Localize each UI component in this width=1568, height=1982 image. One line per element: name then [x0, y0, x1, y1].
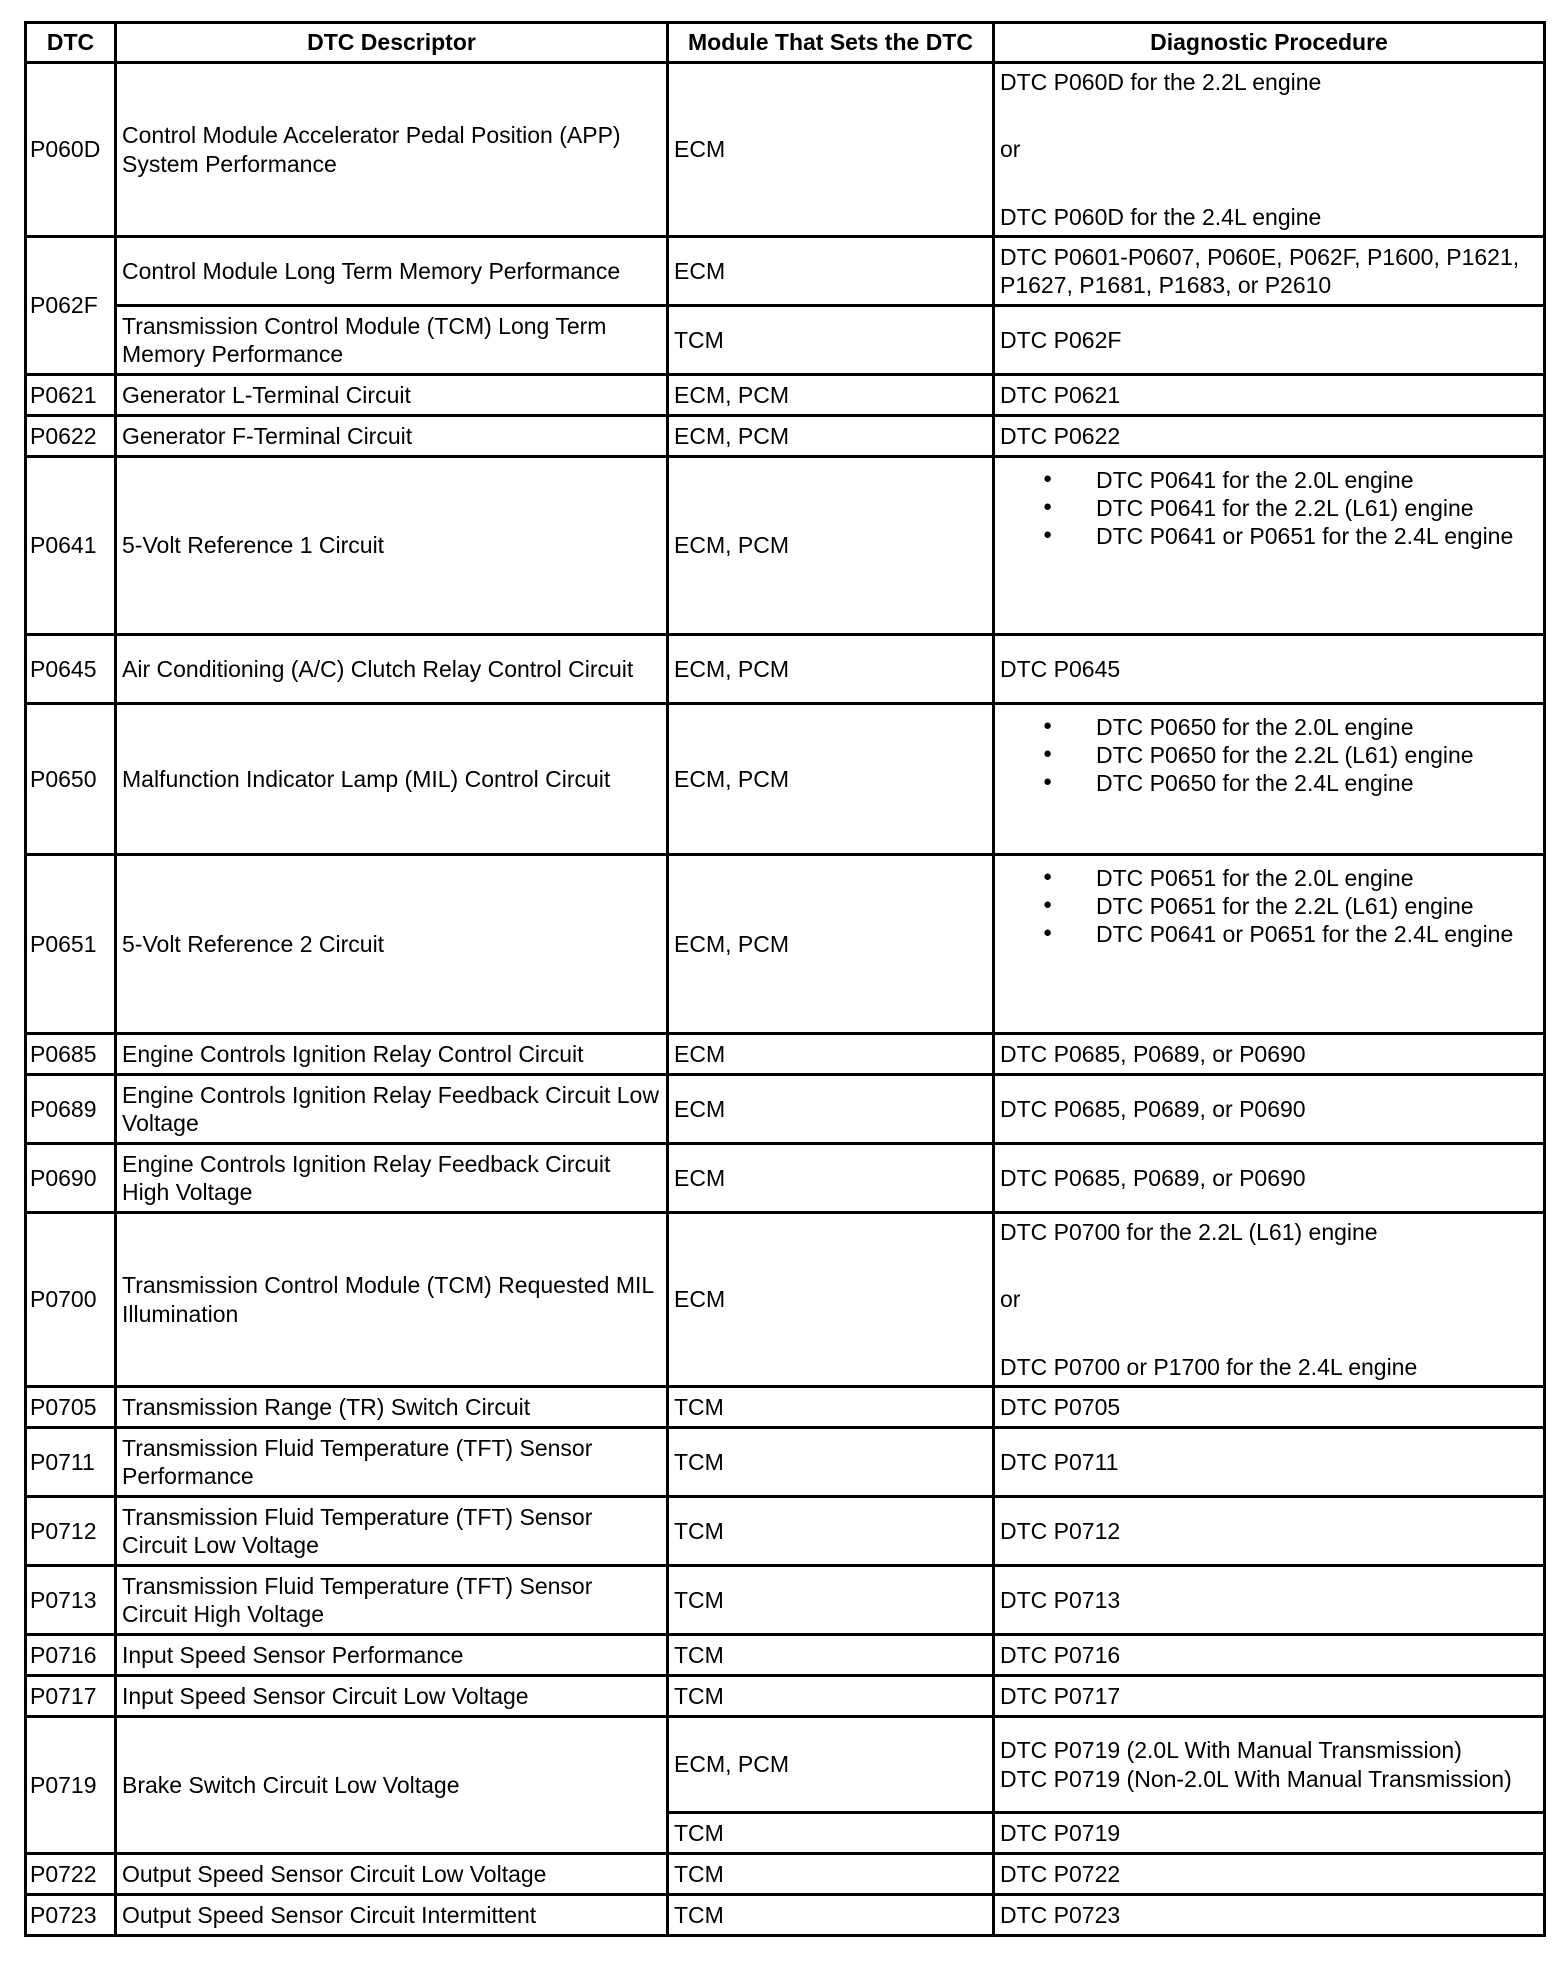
dtc-code: P060D — [26, 63, 116, 237]
dtc-code: P0690 — [26, 1144, 116, 1213]
dtc-procedure: DTC P0685, P0689, or P0690 — [994, 1075, 1545, 1144]
procedure-or: or — [1000, 1286, 1021, 1313]
dtc-module: ECM — [668, 63, 994, 237]
list-item: ● DTC P0650 for the 2.2L (L61) engine — [1096, 741, 1538, 769]
dtc-descriptor: Output Speed Sensor Circuit Intermittent — [116, 1895, 668, 1936]
dtc-procedure: DTC P062F — [994, 306, 1545, 375]
dtc-code: P0650 — [26, 704, 116, 855]
table-row — [26, 457, 1545, 635]
dtc-procedure — [994, 457, 1545, 635]
dtc-module: ECM — [668, 1075, 994, 1144]
table-row — [26, 416, 1545, 457]
dtc-procedure — [994, 704, 1545, 855]
dtc-descriptor: Generator L-Terminal Circuit — [116, 375, 668, 416]
dtc-procedure: DTC P0622 — [994, 416, 1545, 457]
dtc-descriptor: Transmission Range (TR) Switch Circuit — [116, 1387, 668, 1428]
dtc-descriptor: Engine Controls Ignition Relay Feedback Circuit Low Voltage — [116, 1075, 668, 1144]
list-item: ● DTC P0641 or P0651 for the 2.4L engine — [1096, 522, 1538, 550]
list-item: ● DTC P0641 or P0651 for the 2.4L engine — [1096, 920, 1538, 948]
dtc-module: TCM — [668, 1497, 994, 1566]
dtc-procedure: DTC P0712 — [994, 1497, 1545, 1566]
table-row — [26, 635, 1545, 704]
list-item: ● DTC P0641 for the 2.2L (L61) engine — [1096, 494, 1538, 522]
table-row — [26, 306, 1545, 375]
dtc-module: ECM — [668, 237, 994, 306]
dtc-descriptor: Control Module Accelerator Pedal Position (APP) System Performance — [116, 63, 668, 237]
dtc-code: P0716 — [26, 1635, 116, 1676]
dtc-procedure: DTC P0719 — [994, 1813, 1545, 1854]
dtc-procedure: DTC P0716 — [994, 1635, 1545, 1676]
table-row — [26, 63, 1545, 237]
procedure-line: DTC P060D for the 2.2L engine — [1000, 69, 1322, 96]
dtc-descriptor: Input Speed Sensor Circuit Low Voltage — [116, 1676, 668, 1717]
table-header-row — [26, 23, 1545, 63]
dtc-descriptor: Control Module Long Term Memory Performance — [116, 237, 668, 306]
dtc-descriptor: Transmission Control Module (TCM) Long Term Memory Performance — [116, 306, 668, 375]
dtc-procedure — [994, 855, 1545, 1034]
dtc-module: TCM — [668, 1895, 994, 1936]
dtc-procedure: DTC P0645 — [994, 635, 1545, 704]
dtc-descriptor: Engine Controls Ignition Relay Control Circuit — [116, 1034, 668, 1075]
dtc-descriptor: Engine Controls Ignition Relay Feedback Circuit High Voltage — [116, 1144, 668, 1213]
list-item: ● DTC P0650 for the 2.4L engine — [1096, 769, 1538, 797]
procedure-line: DTC P060D for the 2.4L engine — [1000, 203, 1322, 230]
dtc-module: TCM — [668, 1813, 994, 1854]
table-row — [26, 1566, 1545, 1635]
list-item: ● DTC P0641 for the 2.0L engine — [1096, 466, 1538, 494]
table-row — [26, 1075, 1545, 1144]
dtc-module: ECM, PCM — [668, 704, 994, 855]
dtc-module: ECM, PCM — [668, 855, 994, 1034]
dtc-descriptor: Transmission Fluid Temperature (TFT) Sensor Performance — [116, 1428, 668, 1497]
dtc-code: P0711 — [26, 1428, 116, 1497]
dtc-procedure: DTC P0723 — [994, 1895, 1545, 1936]
procedure-line: DTC P0719 (2.0L With Manual Transmission) — [1000, 1737, 1462, 1764]
dtc-code: P0717 — [26, 1676, 116, 1717]
table-row — [26, 375, 1545, 416]
dtc-procedure: DTC P0621 — [994, 375, 1545, 416]
dtc-module: ECM — [668, 1034, 994, 1075]
dtc-table — [24, 21, 1546, 1937]
dtc-module: ECM, PCM — [668, 416, 994, 457]
dtc-module: TCM — [668, 1387, 994, 1428]
table-row — [26, 1717, 1545, 1813]
table-row — [26, 1387, 1545, 1428]
header-descriptor: DTC Descriptor — [116, 23, 668, 63]
dtc-code: P0713 — [26, 1566, 116, 1635]
dtc-descriptor: Air Conditioning (A/C) Clutch Relay Control Circuit — [116, 635, 668, 704]
list-item: ● DTC P0651 for the 2.0L engine — [1096, 864, 1538, 892]
dtc-procedure — [994, 1717, 1545, 1813]
header-module: Module That Sets the DTC — [668, 23, 994, 63]
dtc-descriptor: Generator F-Terminal Circuit — [116, 416, 668, 457]
dtc-descriptor: Output Speed Sensor Circuit Low Voltage — [116, 1854, 668, 1895]
table-row — [26, 1676, 1545, 1717]
table-row — [26, 237, 1545, 306]
list-item: ● DTC P0650 for the 2.0L engine — [1096, 713, 1538, 741]
dtc-code: P0723 — [26, 1895, 116, 1936]
dtc-code: P0712 — [26, 1497, 116, 1566]
dtc-descriptor: Transmission Control Module (TCM) Requested MIL Illumination — [116, 1213, 668, 1387]
dtc-module: ECM, PCM — [668, 375, 994, 416]
procedure-bullet-list — [1000, 864, 1538, 948]
dtc-code: P0722 — [26, 1854, 116, 1895]
dtc-descriptor: Transmission Fluid Temperature (TFT) Sensor Circuit High Voltage — [116, 1566, 668, 1635]
table-row — [26, 1635, 1545, 1676]
dtc-procedure: DTC P0705 — [994, 1387, 1545, 1428]
table-row — [26, 1034, 1545, 1075]
list-item: ● DTC P0651 for the 2.2L (L61) engine — [1096, 892, 1538, 920]
dtc-module: ECM, PCM — [668, 635, 994, 704]
dtc-code: P0621 — [26, 375, 116, 416]
procedure-line: DTC P0719 (Non-2.0L With Manual Transmission) — [1000, 1765, 1512, 1792]
dtc-procedure — [994, 1213, 1545, 1387]
table-row — [26, 1895, 1545, 1936]
dtc-descriptor: Transmission Fluid Temperature (TFT) Sensor Circuit Low Voltage — [116, 1497, 668, 1566]
dtc-code: P0651 — [26, 855, 116, 1034]
dtc-module: TCM — [668, 1676, 994, 1717]
table-row — [26, 1428, 1545, 1497]
dtc-descriptor: 5-Volt Reference 2 Circuit — [116, 855, 668, 1034]
dtc-procedure: DTC P0601-P0607, P060E, P062F, P1600, P1621, P1627, P1681, P1683, or P2610 — [994, 237, 1545, 306]
header-procedure: Diagnostic Procedure — [994, 23, 1545, 63]
dtc-code: P062F — [26, 237, 116, 375]
dtc-descriptor: Brake Switch Circuit Low Voltage — [116, 1717, 668, 1854]
table-row — [26, 1144, 1545, 1213]
dtc-procedure: DTC P0685, P0689, or P0690 — [994, 1144, 1545, 1213]
dtc-code: P0622 — [26, 416, 116, 457]
dtc-module: ECM, PCM — [668, 457, 994, 635]
procedure-bullet-list — [1000, 713, 1538, 797]
dtc-module: TCM — [668, 1635, 994, 1676]
dtc-code: P0641 — [26, 457, 116, 635]
dtc-code: P0645 — [26, 635, 116, 704]
dtc-procedure: DTC P0711 — [994, 1428, 1545, 1497]
dtc-code: P0685 — [26, 1034, 116, 1075]
dtc-module: ECM, PCM — [668, 1717, 994, 1813]
dtc-code: P0700 — [26, 1213, 116, 1387]
dtc-procedure: DTC P0717 — [994, 1676, 1545, 1717]
procedure-line: DTC P0700 for the 2.2L (L61) engine — [1000, 1219, 1378, 1246]
table-row — [26, 704, 1545, 855]
dtc-module: TCM — [668, 1854, 994, 1895]
dtc-procedure: DTC P0685, P0689, or P0690 — [994, 1034, 1545, 1075]
dtc-module: TCM — [668, 1566, 994, 1635]
procedure-or: or — [1000, 136, 1021, 163]
dtc-code: P0689 — [26, 1075, 116, 1144]
dtc-procedure: DTC P0713 — [994, 1566, 1545, 1635]
dtc-module: TCM — [668, 1428, 994, 1497]
table-row — [26, 1497, 1545, 1566]
table-row — [26, 1854, 1545, 1895]
procedure-line: DTC P0700 or P1700 for the 2.4L engine — [1000, 1353, 1418, 1380]
header-dtc: DTC — [26, 23, 116, 63]
table-row — [26, 1213, 1545, 1387]
dtc-code: P0719 — [26, 1717, 116, 1854]
dtc-module: ECM — [668, 1213, 994, 1387]
dtc-module: ECM — [668, 1144, 994, 1213]
dtc-procedure: DTC P0722 — [994, 1854, 1545, 1895]
procedure-bullet-list — [1000, 466, 1538, 550]
dtc-descriptor: Malfunction Indicator Lamp (MIL) Control Circuit — [116, 704, 668, 855]
table-row — [26, 855, 1545, 1034]
dtc-code: P0705 — [26, 1387, 116, 1428]
dtc-descriptor: 5-Volt Reference 1 Circuit — [116, 457, 668, 635]
dtc-module: TCM — [668, 306, 994, 375]
dtc-descriptor: Input Speed Sensor Performance — [116, 1635, 668, 1676]
dtc-procedure — [994, 63, 1545, 237]
